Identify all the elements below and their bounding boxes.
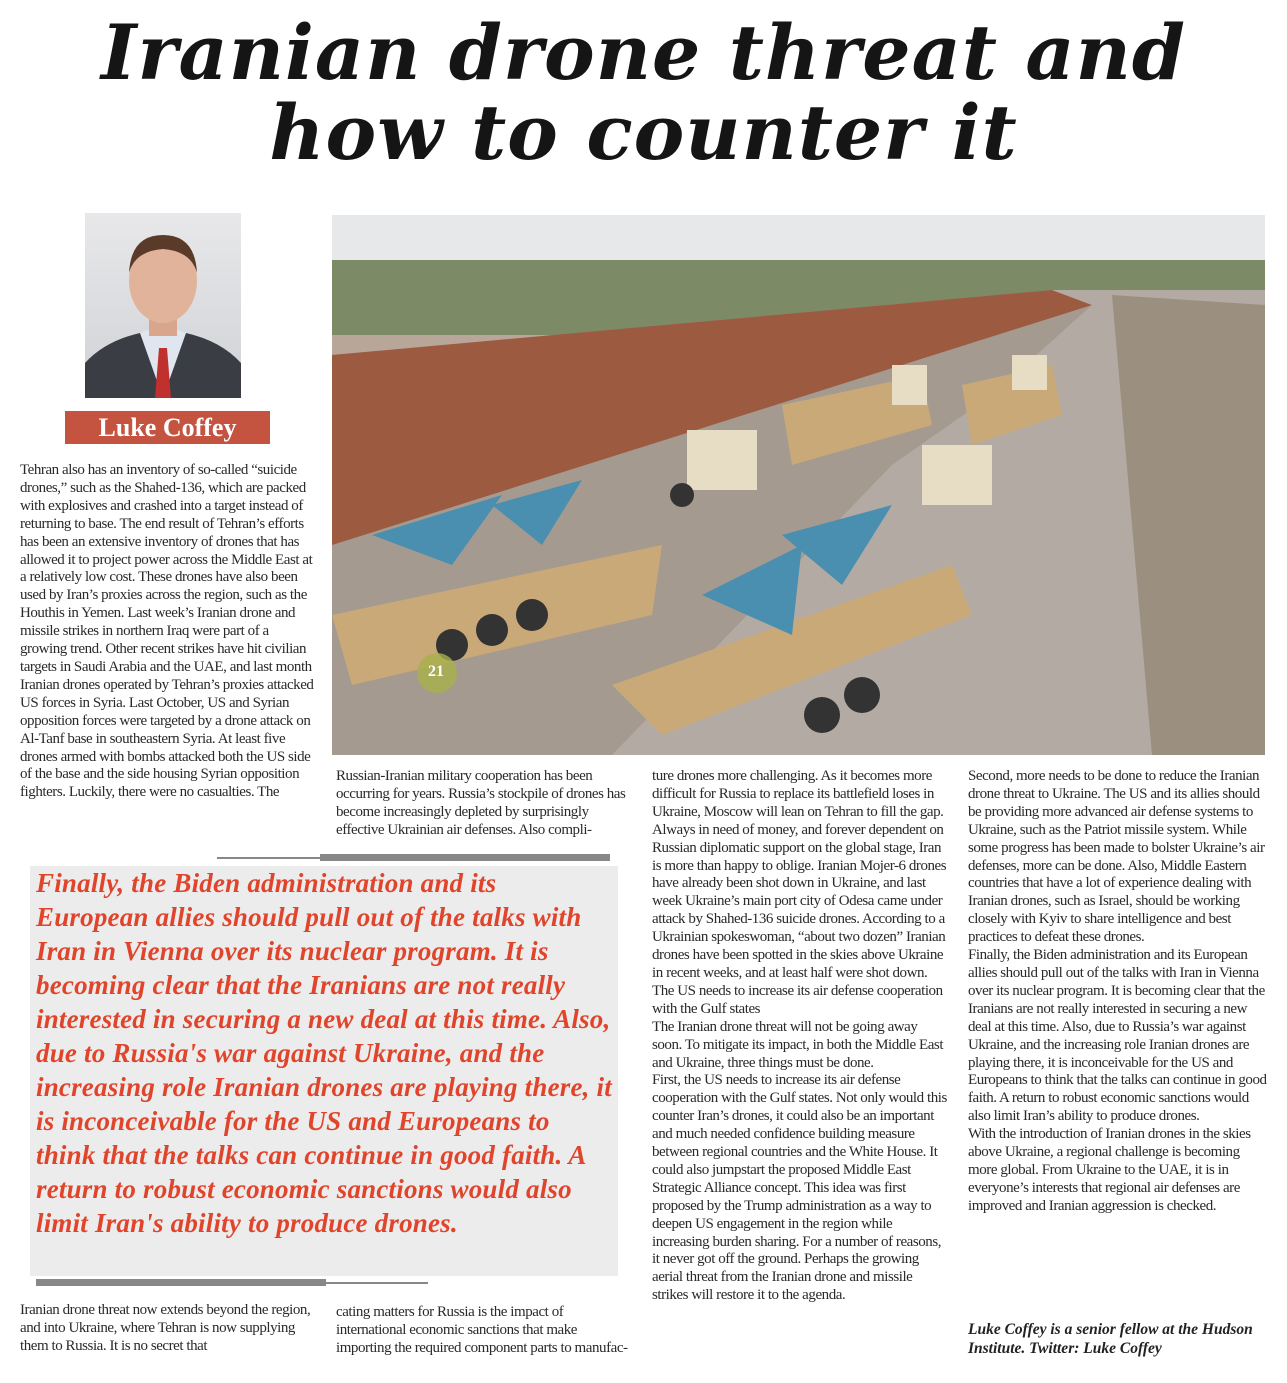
divider-bar [36, 1279, 326, 1286]
author-bio: Luke Coffey is a senior fellow at the Hudson Institute. Twitter: Luke Coffey [968, 1321, 1253, 1357]
paragraph: The Iranian drone threat will not be going away soon. To mitigate its impact, in both the Middle East and Ukraine, three things must be done. [652, 1018, 944, 1071]
divider-line [217, 857, 320, 859]
author-portrait [85, 213, 241, 398]
paragraph: ture drones more challenging. As it becomes more difficult for Russia to replace its battlefield loses in Ukraine, Moscow will lean on Tehran to fill the gap. Always in need of money, and forever dependent on Russian diplomatic support on the global stage, Iran is more than happy to oblige. Iranian Mojer-6 drones have already been shot down in Ukraine, and last week Ukraine’s main port city of Odesa came under attack by Shahed-136 suicide drones. According to a Ukrainian spokeswoman, “about two dozen” Iranian drones have been spotted in the skies above Ukraine in recent weeks, and at least half were shot down. [652, 768, 947, 981]
author-name-badge: Luke Coffey [65, 411, 270, 444]
pull-quote: Finally, the Biden administration and its European allies should pull out of the talks with Iran in Vienna over its nuclear program. It is becoming clear that the Iranians are not really interested in securing a new deal at this time. Also, due to Russia's war against Ukraine, and the increasing role Iranian drones are playing there, it is inconceivable for the US and Europeans to think that the talks can continue in good faith. A return to robust economic sanctions would also limit Iran's ability to produce drones. [36, 868, 612, 1238]
subheading: The US needs to increase its air defense cooperation with the Gulf states [652, 982, 943, 1017]
drone-parade-photo [332, 215, 1265, 755]
photo-watermark-logo: 21 [428, 663, 444, 680]
divider-bar [320, 854, 610, 861]
paragraph: With the introduction of Iranian drones in the skies above Ukraine, a regional challenge is becoming more global. From Ukraine to the UAE, it is in everyone’s interests that regional air defenses are improved and Iranian aggression is checked. [968, 1126, 1251, 1214]
paragraph: Tehran also has an inventory of so-called “suicide drones,” such as the Shahed-136, which are packed with explosives and crashed into a target instead of returning to base. The end result of Tehran’s efforts has been an extensive inventory of drones that has allowed it to project power across the Middle East at a relatively low cost. These drones have also been used by Iran’s proxies across the region, such as the Houthis in Yemen. Last week’s Iranian drone and missile strikes in northern Iraq were part of a growing trend. Other recent strikes have hit civilian targets in Saudi Arabia and the UAE, and last month Iranian drones operated by Tehran’s proxies attacked US forces in Syria. Last October, US and Syrian opposition forces were targeted by a drone attack on Al-Tanf base in southeastern Syria. At least five drones armed with bombs attacked both the US side of the base and the side housing Syrian opposition fighters. Luckily, there were no casualties. The [20, 462, 314, 801]
paragraph: Iranian drone threat now extends beyond the region, and into Ukraine, where Tehran is now supplying them to Russia. It is no secret that [20, 1302, 311, 1354]
column-2-bottom [336, 1304, 630, 1358]
headline-line-1: Iranian drone threat and [100, 8, 1187, 97]
paragraph: Finally, the Biden administration and its European allies should pull out of the talks with Iran in Vienna over its nuclear program. It is becoming clear that the Iranians are not really interested in securing a new deal at this time. Also, due to Russia’s war against Ukraine, and the increasing role Iranian drones are playing there, it is inconceivable for the US and Europeans to think that the talks can continue in good faith. A return to robust economic sanctions would also limit Iran’s ability to produce drones. [968, 947, 1267, 1125]
paragraph: First, the US needs to increase its air defense cooperation with the Gulf states. Not only would this counter Iran’s drones, it could also be an important and much needed confidence building measure between regional countries and the White House. It could also jumpstart the proposed Middle East Strategic Alliance concept. This idea was first proposed by the Trump administration as a way to deepen US engagement in the region while increasing burden sharing. For a number of reasons, it never got off the ground. Perhaps the growing aerial threat from the Iranian drone and missile strikes will restore it to the agenda. [652, 1072, 947, 1304]
divider-line [326, 1282, 428, 1284]
column-2-top [336, 768, 630, 840]
column-4 [968, 768, 1268, 1216]
column-1-bottom [20, 1302, 316, 1356]
paragraph: Russian-Iranian military cooperation has been occurring for years. Russia’s stockpile of drones has become increasingly depleted by surprisingly effective Ukrainian air defenses. Also compli- [336, 768, 626, 838]
column-1-top [20, 462, 316, 802]
paragraph: Second, more needs to be done to reduce the Iranian drone threat to Ukraine. The US and its allies should be providing more advanced air defense systems to Ukraine, such as the Patriot missile system. While some progress has been made to bolster Ukraine’s air defenses, more can be done. Also, Middle Eastern countries that have a lot of experience dealing with Iranian drones, such as Israel, should be working closely with Kyiv to share intelligence and best practices to defeat these drones. [968, 768, 1265, 946]
pull-quote-box [30, 866, 618, 1276]
paragraph: cating matters for Russia is the impact of international economic sanctions that make importing the required component parts to manufac- [336, 1304, 628, 1356]
headline-line-2: how to counter it [269, 88, 1018, 177]
column-3 [652, 768, 948, 1305]
